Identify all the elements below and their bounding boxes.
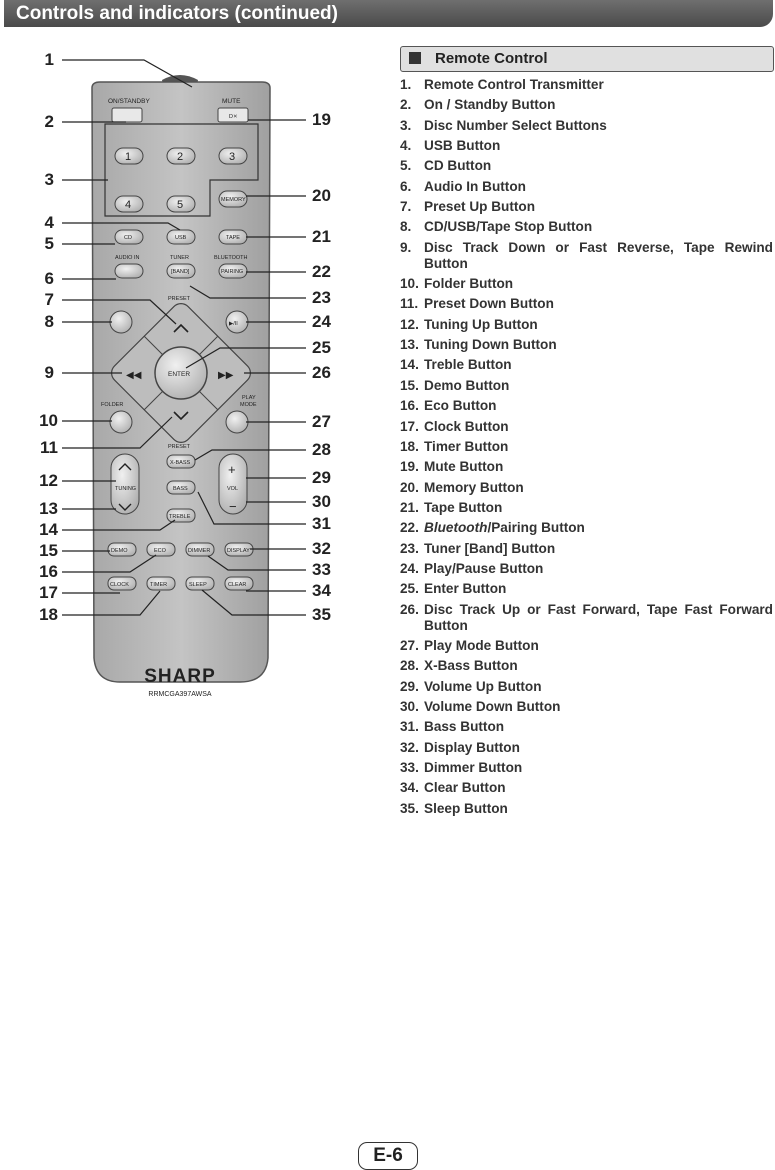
page-title: Controls and indicators (continued): [16, 3, 338, 24]
list-item: [400, 317, 773, 333]
list-item-number: 3.: [400, 117, 412, 133]
list-item: [400, 439, 773, 455]
list-item-text: Mute Button: [424, 459, 504, 475]
list-item-number: 28.: [400, 658, 419, 674]
list-item-number: 24.: [400, 560, 419, 576]
callout-18: 18: [39, 605, 58, 624]
list-item: [400, 658, 773, 674]
callout-19: 19: [312, 110, 331, 129]
callout-7: 7: [44, 290, 54, 309]
audio-in-label: AUDIO IN: [115, 255, 140, 261]
callout-9: 9: [44, 363, 54, 382]
cd-button[interactable]: [115, 230, 143, 244]
list-item-number: 2.: [400, 97, 412, 113]
list-item-number: 25.: [400, 581, 419, 597]
callout-11: 11: [40, 438, 58, 457]
list-item-number: 11.: [400, 296, 419, 312]
timer-button[interactable]: [147, 577, 175, 590]
callout-26: 26: [312, 363, 331, 382]
clear-button[interactable]: [225, 577, 253, 590]
list-item-text: On / Standby Button: [424, 97, 556, 113]
list-item: [400, 500, 773, 516]
svg-text:SLEEP: SLEEP: [189, 582, 207, 588]
callout-13: 13: [39, 499, 58, 518]
list-item-text: Bass Button: [424, 719, 505, 735]
list-item: [400, 719, 773, 735]
callout-35: 35: [312, 605, 331, 624]
list-item-number: 34.: [400, 780, 419, 796]
list-item-text: Preset Up Button: [424, 199, 536, 215]
list-item-number: 21.: [400, 499, 419, 515]
list-item-text: Clock Button: [424, 418, 509, 434]
list-item-number: 19.: [400, 459, 419, 475]
list-item: [400, 541, 773, 557]
list-item-text: Volume Up Button: [424, 678, 542, 694]
list-item: [400, 480, 773, 496]
list-item: [400, 97, 773, 113]
list-item-text: Disc Track Up or Fast Forward, Tape Fast Forward Button: [424, 601, 773, 633]
list-item-number: 13.: [400, 337, 419, 353]
on-standby-button[interactable]: [112, 108, 142, 122]
list-item: [400, 179, 773, 195]
page-header-bar: [4, 0, 773, 27]
callout-1: 1: [44, 50, 54, 69]
disc-button-4[interactable]: [115, 196, 143, 212]
bluetooth-label: BLUETOOTH: [214, 255, 248, 261]
svg-text:3: 3: [229, 151, 236, 163]
callout-33: 33: [312, 560, 331, 579]
svg-text:DISPLAY: DISPLAY: [227, 548, 250, 554]
svg-text:2: 2: [177, 151, 184, 163]
preset-down-label: PRESET: [168, 444, 191, 450]
callout-22: 22: [312, 262, 331, 281]
dimmer-button[interactable]: [186, 543, 214, 556]
list-item-number: 26.: [400, 601, 419, 617]
treble-button[interactable]: [167, 509, 195, 522]
folder-button[interactable]: [110, 411, 132, 433]
list-item-number: 8.: [400, 219, 412, 235]
audio-in-button[interactable]: [115, 264, 143, 278]
list-item: [400, 199, 773, 215]
callout-4: 4: [44, 213, 54, 232]
list-item-number: 1.: [400, 77, 412, 92]
svg-text:TAPE: TAPE: [226, 235, 240, 241]
callout-24: 24: [312, 312, 331, 331]
disc-button-3[interactable]: [219, 148, 247, 164]
play-mode-label-2: MODE: [240, 402, 257, 408]
list-item-text: Treble Button: [424, 357, 512, 373]
callout-20: 20: [312, 186, 331, 205]
mute-icon: D⨯: [229, 114, 238, 120]
list-item-text: Enter Button: [424, 581, 507, 597]
list-item: [400, 118, 773, 134]
list-item-number: 12.: [400, 316, 419, 332]
callout-8: 8: [44, 312, 54, 331]
list-item: [400, 679, 773, 695]
folder-label: FOLDER: [101, 402, 124, 408]
list-item-text: Disc Track Down or Fast Reverse, Tape Rewind Button: [424, 239, 773, 271]
list-item-text: Clear Button: [424, 780, 506, 796]
list-item: [400, 378, 773, 394]
play-mode-label-1: PLAY: [242, 395, 256, 401]
list-item: [400, 337, 773, 353]
play-pause-icon: ▶/II: [229, 321, 238, 327]
callout-15: 15: [39, 541, 58, 560]
svg-text:MEMORY: MEMORY: [221, 197, 246, 203]
list-item: [400, 138, 773, 154]
disc-button-1[interactable]: [115, 148, 143, 164]
list-item: [400, 158, 773, 174]
enter-label: ENTER: [168, 371, 191, 378]
list-item-number: 31.: [400, 719, 419, 735]
svg-text:DIMMER: DIMMER: [188, 548, 211, 554]
list-item-number: 15.: [400, 377, 419, 393]
volume-down-icon: −: [229, 499, 237, 514]
callout-28: 28: [312, 440, 331, 459]
disc-button-2[interactable]: [167, 148, 195, 164]
list-item: [400, 780, 773, 796]
vol-label: VOL: [227, 486, 239, 492]
callout-30: 30: [312, 492, 331, 511]
section-title: Remote Control: [435, 50, 548, 67]
callout-32: 32: [312, 539, 331, 558]
list-item-text: Demo Button: [424, 377, 510, 393]
on-standby-label: ON/STANDBY: [108, 98, 150, 105]
preset-up-label: PRESET: [168, 296, 191, 302]
eco-button[interactable]: [147, 543, 175, 556]
list-item-number: 4.: [400, 138, 412, 154]
list-item: [400, 699, 773, 715]
list-item-number: 10.: [400, 276, 419, 292]
page-number: E-6: [358, 1142, 418, 1170]
callout-16: 16: [39, 562, 58, 581]
tuner-label: TUNER: [170, 255, 189, 261]
list-item: [400, 459, 773, 475]
list-item-number: 30.: [400, 698, 419, 714]
list-item-text: X-Bass Button: [424, 658, 518, 674]
list-item-text: Display Button: [424, 739, 520, 755]
list-item-number: 18.: [400, 438, 419, 454]
callout-23: 23: [312, 288, 331, 307]
list-item-text: Memory Button: [424, 479, 524, 495]
tuning-rocker[interactable]: [111, 454, 139, 514]
list-item-number: 35.: [400, 800, 419, 816]
list-item-text: Volume Down Button: [424, 698, 561, 714]
list-item-text: /Pairing Button: [487, 520, 585, 536]
list-item-text: Tuner [Band] Button: [424, 540, 556, 556]
bluetooth-pairing-button[interactable]: [219, 264, 247, 278]
list-item-text: Play Mode Button: [424, 637, 539, 653]
volume-up-icon: +: [228, 462, 236, 477]
mute-label: MUTE: [222, 98, 241, 105]
callout-5: 5: [44, 234, 54, 253]
usb-button[interactable]: [167, 230, 195, 244]
sleep-button[interactable]: [186, 577, 214, 590]
callout-10: 10: [39, 411, 58, 430]
list-item: [400, 740, 773, 756]
list-item-number: 17.: [400, 418, 419, 434]
callout-3: 3: [44, 170, 54, 189]
list-item: [400, 581, 773, 597]
list-item-number: 20.: [400, 479, 419, 495]
list-item: [400, 398, 773, 414]
remote-figure: [0, 30, 390, 720]
list-item-text: Audio In Button: [424, 178, 526, 194]
svg-text:CD: CD: [124, 235, 132, 241]
skip-forward-icon[interactable]: ▶▶: [218, 370, 234, 381]
memory-button[interactable]: [219, 191, 247, 207]
list-item-text: Tuning Down Button: [424, 337, 557, 353]
callout-2: 2: [44, 112, 54, 131]
list-item-text: CD Button: [424, 158, 492, 174]
svg-text:X-BASS: X-BASS: [170, 460, 191, 466]
list-item: [400, 77, 773, 93]
list-item-number: 33.: [400, 760, 419, 775]
display-button[interactable]: [225, 543, 253, 556]
callout-25: 25: [312, 338, 331, 357]
list-item-number: 9.: [400, 239, 412, 255]
svg-text:CLEAR: CLEAR: [228, 582, 247, 588]
callout-12: 12: [39, 471, 58, 490]
list-item-number: 29.: [400, 678, 419, 694]
list-item: [400, 296, 773, 312]
list-item-number: 5.: [400, 158, 412, 174]
list-item: [400, 760, 773, 776]
tape-button[interactable]: [219, 230, 247, 244]
list-item-text: Folder Button: [424, 276, 514, 292]
list-item-text: Play/Pause Button: [424, 560, 544, 576]
list-item-number: 16.: [400, 398, 419, 414]
list-item-text: CD/USB/Tape Stop Button: [424, 219, 593, 235]
sharp-logo: SHARP: [144, 666, 216, 687]
list-item-text: Disc Number Select Buttons: [424, 117, 607, 133]
demo-button[interactable]: [108, 543, 136, 556]
section-heading: [400, 46, 774, 72]
list-item-number: 6.: [400, 178, 412, 194]
list-item: [400, 219, 773, 235]
svg-text:4: 4: [125, 199, 132, 211]
svg-text:ECO: ECO: [154, 548, 166, 554]
svg-text:CLOCK: CLOCK: [110, 582, 129, 588]
list-item-text: Tuning Up Button: [424, 316, 538, 332]
list-item: [400, 602, 773, 634]
callout-31: 31: [312, 514, 331, 533]
svg-text:5: 5: [177, 199, 184, 211]
list-item: [400, 419, 773, 435]
svg-text:BASS: BASS: [173, 486, 188, 492]
list-item: [400, 561, 773, 577]
list-item-text: Dimmer Button: [424, 760, 523, 775]
list-item-number: 22.: [400, 520, 419, 536]
square-bullet-icon: [409, 52, 421, 64]
callout-17: 17: [39, 583, 58, 602]
svg-text:1: 1: [125, 151, 132, 163]
svg-text:TIMER: TIMER: [150, 582, 168, 588]
tuning-label: TUNING: [115, 486, 137, 492]
list-item: [400, 357, 773, 373]
list-item: [400, 240, 773, 272]
clock-button[interactable]: [108, 577, 136, 590]
list-item-text: Tape Button: [424, 499, 503, 515]
skip-back-icon[interactable]: ◀◀: [126, 370, 142, 381]
list-item-brand: Bluetooth: [424, 520, 488, 536]
list-item-text: Eco Button: [424, 398, 497, 414]
svg-text:[BAND]: [BAND]: [171, 269, 190, 275]
callout-29: 29: [312, 468, 331, 487]
callout-27: 27: [312, 412, 331, 431]
list-item: [400, 801, 773, 817]
callout-34: 34: [312, 581, 331, 600]
list-item-number: 32.: [400, 739, 419, 755]
list-item-number: 14.: [400, 357, 419, 373]
svg-text:PAIRING: PAIRING: [221, 269, 244, 275]
stop-button[interactable]: [110, 311, 132, 333]
list-item-text: USB Button: [424, 138, 501, 154]
svg-text:DEMO: DEMO: [111, 548, 128, 554]
list-item-text: Timer Button: [424, 438, 509, 454]
list-item-number: 23.: [400, 540, 419, 556]
list-item: [400, 520, 773, 536]
svg-text:USB: USB: [175, 235, 187, 241]
play-mode-button[interactable]: [226, 411, 248, 433]
svg-text:TREBLE: TREBLE: [169, 514, 191, 520]
callout-21: 21: [312, 227, 331, 246]
list-item-number: 27.: [400, 637, 419, 653]
list-item-number: 7.: [400, 199, 412, 215]
list-item: [400, 638, 773, 654]
callout-6: 6: [44, 269, 54, 288]
callout-14: 14: [39, 520, 58, 539]
x-bass-button[interactable]: [167, 455, 195, 468]
disc-button-5[interactable]: [167, 196, 195, 212]
tuner-band-button[interactable]: [167, 264, 195, 278]
bass-button[interactable]: [167, 481, 195, 494]
model-number: RRMCGA397AWSA: [148, 691, 212, 698]
list-item-text: Sleep Button: [424, 800, 508, 816]
list-item-text: Preset Down Button: [424, 296, 554, 312]
list-item: [400, 276, 773, 292]
list-item-text: Remote Control Transmitter: [424, 77, 604, 92]
parts-list: [400, 77, 773, 821]
